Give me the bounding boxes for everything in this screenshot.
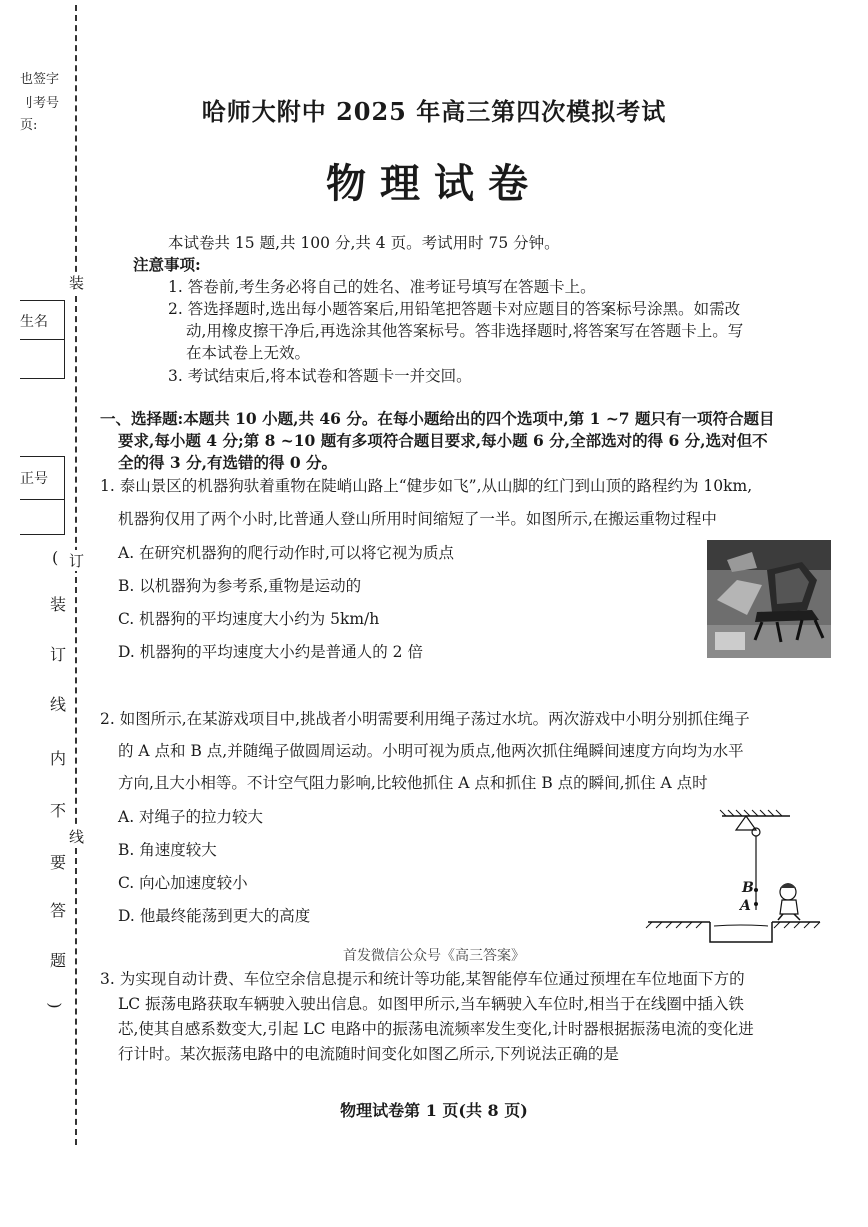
vertical-char: 题 <box>50 951 67 970</box>
name-label: 生名 <box>20 314 48 330</box>
q3-stem-line-4: 行计时。某次振荡电路中的电流随时间变化如图乙所示,下列说法正确的是 <box>118 1045 619 1063</box>
q2-option-c: C. 向心加速度较小 <box>118 874 248 892</box>
vertical-char: 线 <box>50 695 67 714</box>
q2-option-d: D. 他最终能荡到更大的高度 <box>118 907 311 925</box>
rope-swing-diagram <box>640 808 830 943</box>
school-title: 哈师大附中 2025 年高三第四次模拟考试 <box>201 97 667 126</box>
q1-option-a: A. 在研究机器狗的爬行动作时,可以将它视为质点 <box>118 544 454 562</box>
page-footer: 物理试卷第 1 页(共 8 页) <box>340 1101 528 1120</box>
vertical-char: 装 <box>50 595 67 614</box>
point-b-label: B <box>742 880 754 896</box>
number-entry-box[interactable] <box>20 498 65 535</box>
binding-ding: 订 <box>69 552 85 570</box>
q2-option-a: A. 对绳子的拉力较大 <box>118 808 264 826</box>
q2-stem-line-3: 方向,且大小相等。不计空气阻力影响,比较他抓住 A 点和抓住 B 点的瞬间,抓住 A 点时 <box>118 774 708 792</box>
q2-stem-line-2: 的 A 点和 B 点,并随绳子做圆周运动。小明可视为质点,他两次抓住绳瞬间速度方向均为水平 <box>118 742 744 760</box>
vertical-char: 要 <box>50 853 67 872</box>
name-entry-box[interactable] <box>20 338 65 379</box>
q2-option-b: B. 角速度较大 <box>118 841 217 859</box>
section1-line-1: 一、选择题:本题共 10 小题,共 46 分。在每小题给出的四个选项中,第 1 ~7 题只有一项符合题目 <box>100 409 775 428</box>
exam-summary: 本试卷共 15 题,共 100 分,共 4 页。考试用时 75 分钟。 <box>168 234 560 252</box>
q1-option-b: B. 以机器狗为参考系,重物是运动的 <box>118 577 362 595</box>
robot-dog-photo <box>707 540 831 658</box>
vertical-char: ( <box>52 548 59 567</box>
margin-signature-label: 也签字 <box>20 72 60 87</box>
section1-line-2: 要求,每小题 4 分;第 8 ~10 题有多项符合题目要求,每小题 6 分,全部选对的得 6 分,选对但不 <box>118 431 768 450</box>
note-2-line-3: 在本试卷上无效。 <box>186 344 311 362</box>
q3-stem-line-2: LC 振荡电路获取车辆驶入驶出信息。如图甲所示,当车辆驶入车位时,相当于在线圈中插入铁 <box>118 995 744 1013</box>
note-2-line-1: 2. 答选择题时,选出每小题答案后,用铅笔把答题卡对应题目的答案标号涂黑。如需改 <box>168 300 741 318</box>
notes-heading: 注意事项: <box>133 255 201 274</box>
binding-zhuang: 装 <box>69 274 85 292</box>
note-2-line-2: 动,用橡皮擦干净后,再选涂其他答案标号。答非选择题时,将答案写在答题卡上。写 <box>186 322 744 340</box>
vertical-char: 订 <box>50 645 67 664</box>
vertical-char: ) <box>45 1002 65 1009</box>
vertical-char: 答 <box>50 901 67 920</box>
note-3: 3. 考试结束后,将本试卷和答题卡一并交回。 <box>168 367 472 385</box>
vertical-char: 内 <box>50 749 67 768</box>
note-1: 1. 答卷前,考生务必将自己的姓名、准考证号填写在答题卡上。 <box>168 278 596 296</box>
paper-title: 物理试卷 <box>326 160 542 207</box>
q1-stem-line-2: 机器狗仅用了两个小时,比普通人登山所用时间缩短了一半。如图所示,在搬运重物过程中 <box>118 510 717 528</box>
margin-exam-number-label: 刂考号 <box>20 96 60 111</box>
q2-stem-line-1: 2. 如图所示,在某游戏项目中,挑战者小明需要利用绳子荡过水坑。两次游戏中小明分别抓住绳子 <box>100 710 750 728</box>
margin-note-label: 页: <box>20 118 38 133</box>
q1-stem-line-1: 1. 泰山景区的机器狗驮着重物在陡峭山路上“健步如飞”,从山脚的红门到山顶的路程约为 10km, <box>100 477 753 495</box>
watermark-text: 首发微信公众号《高三答案》 <box>343 948 525 964</box>
binding-xian: 线 <box>69 828 85 846</box>
section1-line-3: 全的得 3 分,有选错的得 0 分。 <box>118 453 338 472</box>
vertical-char: 不 <box>50 801 67 820</box>
point-a-label: A <box>740 898 751 914</box>
q3-stem-line-3: 芯,使其自感系数变大,引起 LC 电路中的振荡电流频率发生变化,计时器根据振荡电流的变化进 <box>118 1020 754 1038</box>
q1-option-c: C. 机器狗的平均速度大小约为 5km/h <box>118 610 380 628</box>
q1-option-d: D. 机器狗的平均速度大小约是普通人的 2 倍 <box>118 643 423 661</box>
number-label: 正号 <box>20 471 48 487</box>
q3-stem-line-1: 3. 为实现自动计费、车位空余信息提示和统计等功能,某智能停车位通过预埋在车位地面下方的 <box>100 970 745 988</box>
